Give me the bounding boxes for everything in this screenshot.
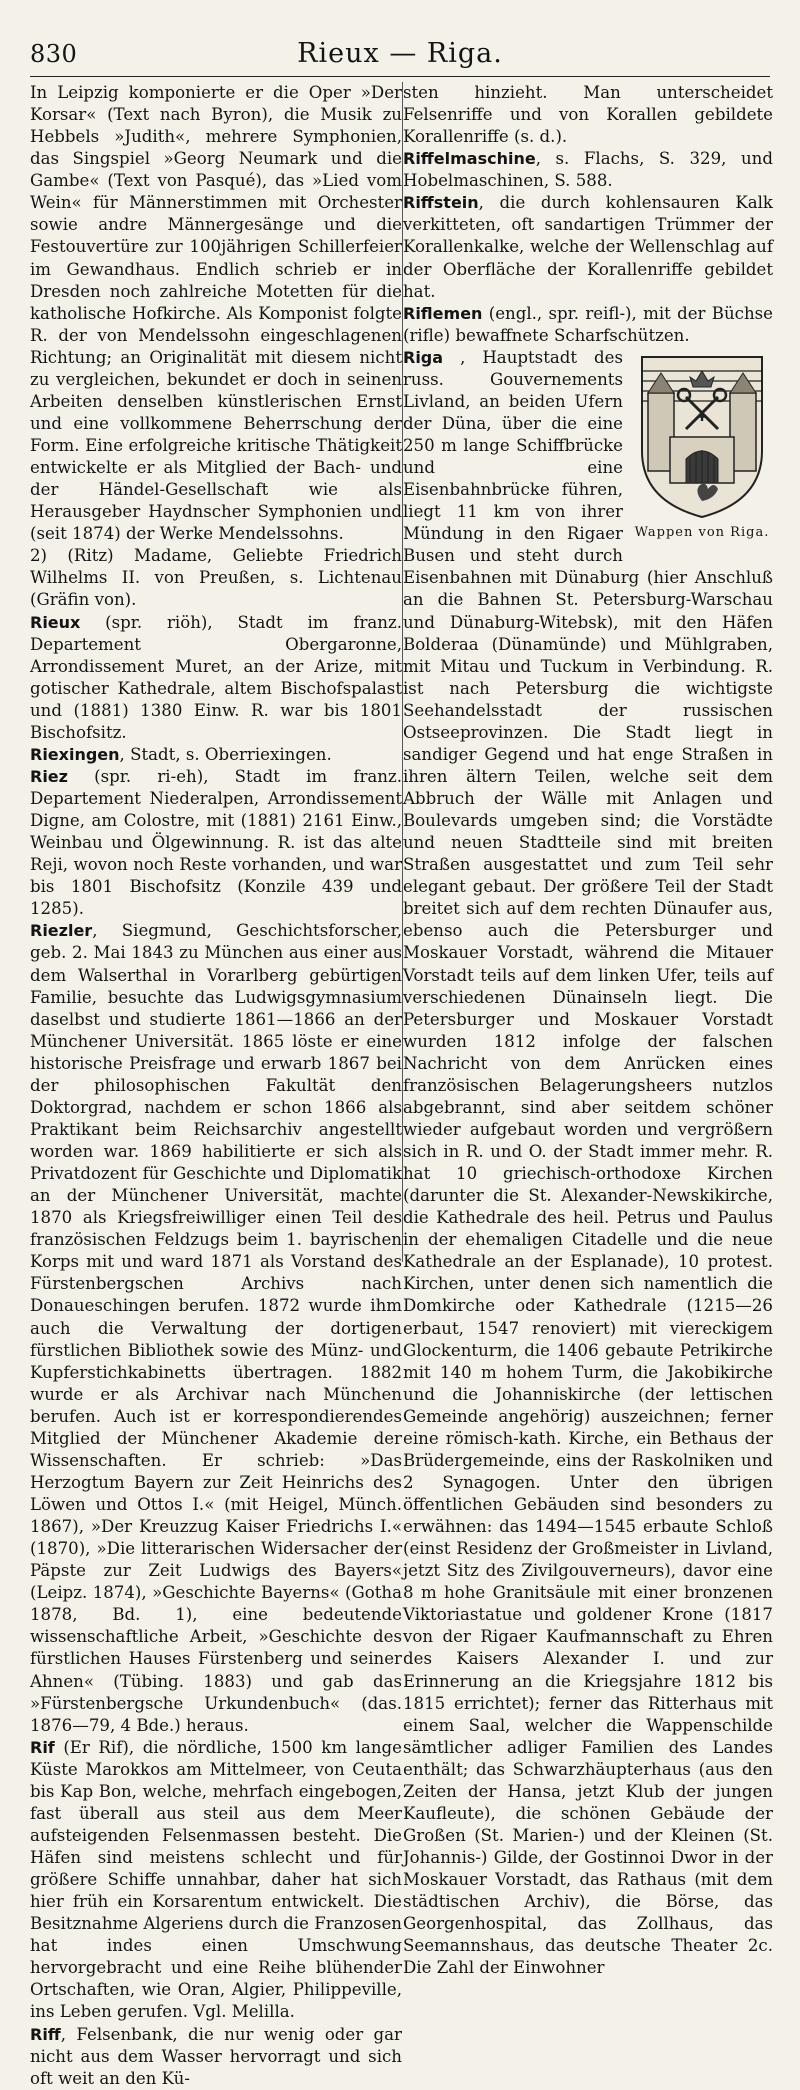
dictionary-entry <box>403 192 773 302</box>
dictionary-entry <box>30 766 402 920</box>
entry-text: In Leipzig komponierte er die Oper »Der Korsar« (Text nach Byron), die Musik zu Hebbels »Judith«, mehrere Symphonien, das Singspiel »Georg Neumark und die Gambe« (Text von Pasqué), das »Lied vom Wein« für Männerstimmen mit Orchester sowie andre Männergesänge und die Festouvertüre zur 100jährigen Schillerfeier im Gewandhaus. Endlich schrieb er in Dresden noch zahlreiche Motetten für die katholische Hofkirche. Als Komponist folgte R. der von Mendelssohn eingeschlagenen Richtung; an Originalität mit diesem nicht zu vergleichen, bekundet er doch in seinen Arbeiten denselben künstlerischen Ernst und eine vollkommene Beherrschung der Form. Eine erfolgreiche kritische Thätigkeit entwickelte er als Mitglied der Bach- und der Händel-Gesellschaft wie als Herausgeber Haydnscher Symphonien und (seit 1874) der Werke Mendelssohns. <box>30 83 402 544</box>
entry-headword: Rif <box>30 1737 55 1757</box>
riga-coat-of-arms-icon <box>634 351 770 521</box>
dictionary-entry <box>403 148 773 192</box>
entry-text: , Stadt, s. Oberriexingen. <box>119 744 332 764</box>
dictionary-entry <box>403 303 773 347</box>
dictionary-entry <box>30 545 402 611</box>
header-rule <box>30 76 770 77</box>
entry-text: 2) (Ritz) Madame, Geliebte Friedrich Wilhelms II. von Preußen, s. Lichtenau (Gräfin von). <box>30 546 402 610</box>
entry-headword: Riga <box>403 347 444 367</box>
svg-text:✚: ✚ <box>696 409 708 424</box>
entry-text: (spr. riöh), Stadt im franz. Departement Obergaronne, Arrondissement Muret, an der Arize, mit gotischer Kathedrale, altem Bischofspalast und (1881) 1380 Einw. R. war bis 1801 Bischofsitz. <box>30 612 402 742</box>
dictionary-entry <box>30 2024 402 2090</box>
dictionary-entry <box>30 1737 402 2024</box>
running-head: Rieux — Riga. <box>297 38 503 69</box>
dictionary-entry <box>30 612 402 744</box>
entry-headword: Riflemen <box>403 303 483 323</box>
dictionary-entry <box>403 82 773 148</box>
entry-text: , Felsenbank, die nur wenig oder gar nicht aus dem Wasser hervorragt und sich oft weit an den Kü- <box>30 2024 402 2088</box>
entry-headword: Rieux <box>30 612 81 632</box>
entry-text: (spr. ri-eh), Stadt im franz. Departement Niederalpen, Arrondissement Digne, am Colostre, mit (1881) 2161 Einw., Weinbau und Ölgewinnung. R. ist das alte Reji, wovon noch Reste vorhanden, und war bis 1801 Bischofsitz (Konzile 439 und 1285). <box>30 766 402 919</box>
coat-of-arms-figure <box>631 351 773 561</box>
page-header <box>30 36 770 76</box>
entry-text: (engl., spr. reifl-), mit der Büchse (rifle) bewaffnete Scharfschützen. <box>403 303 773 345</box>
right-column <box>403 82 773 1978</box>
dictionary-entry <box>30 744 402 766</box>
entry-headword: Riff <box>30 2024 61 2044</box>
left-column <box>30 82 402 2088</box>
dictionary-entry <box>30 82 402 545</box>
entry-text: , Hauptstadt des russ. Gouvernements Livland, an beiden Ufern der Düna, über die eine 250 m lange Schiffbrücke und eine Eisenbahnbrücke führen, liegt 11 km von ihrer Mündung in den Rigaer Busen und steht durch Eisenbahnen mit Dünaburg (hier Anschluß an die Bahnen St. Petersburg-Warschau und Dünaburg-Witebsk), mit den Häfen Bolderaa (Dünamünde) und Mühlgraben, mit Mitau und Tuckum in Verbindung. R. ist nach Petersburg die wichtigste Seehandelsstadt der russischen Ostseeprovinzen. Die Stadt liegt in sandiger Gegend und hat enge Straßen in ihren ältern Teilen, welche seit dem Abbruch der Wälle mit Anlagen und Boulevards umgeben sind; die Vorstädte und neuen Stadtteile sind mit breiten Straßen ausgestattet und zum Teil sehr elegant gebaut. Der größere Teil der Stadt breitet sich auf dem rechten Dünaufer aus, ebenso auch die Petersburger und Moskauer Vorstadt, während die Mitauer Vorstadt teils auf dem linken Ufer, teils auf verschiedenen Dünainseln liegt. Die Petersburger und Moskauer Vorstadt wurden 1812 infolge der falschen Nachricht von dem Anrücken eines französischen Belagerungsheers nutzlos abgebrannt, sind aber seitdem schöner wieder aufgebaut worden und vergrößern sich in R. und O. der Stadt immer mehr. R. hat 10 griechisch-orthodoxe Kirchen (darunter die St. Alexander-Newskikirche, die Kathedrale des heil. Petrus und Paulus in der ehemaligen Citadelle und die neue Kathedrale an der Esplanade), 10 protest. Kirchen, unter denen sich namentlich die Domkirche oder Kathedrale (1215—26 erbaut, 1547 renoviert) mit viereckigem Glockenturm, die 1406 gebaute Petrikirche mit 140 m hohem Turm, die Jakobikirche und die Johanniskirche (der lettischen Gemeinde angehörig) auszeichnen; ferner eine römisch-kath. Kirche, ein Bethaus der Brüdergemeinde, eins der Raskolniken und 2 Synagogen. Unter den übrigen öffentlichen Gebäuden sind besonders zu erwähnen: das 1494—1545 erbaute Schloß (einst Residenz der Großmeister in Livland, jetzt Sitz des Zivilgouverneurs), davor eine 8 m hohe Granitsäule mit einer bronzenen Viktoriastatue und goldener Krone (1817 von der Rigaer Kaufmannschaft zu Ehren des Kaisers Alexander I. und zur Erinnerung an die Kriegsjahre 1812 bis 1815 errichtet); ferner das Ritterhaus mit einem Saal, welcher die Wappenschilde sämtlicher adliger Familien des Landes enthält; das Schwarzhäupterhaus (aus den Zeiten der Hansa, jetzt Klub der jungen Kaufleute), die schönen Gebäude der Großen (St. Marien-) und der Kleinen (St. Johannis-) Gilde, der Gostinnoi Dwor in der Moskauer Vorstadt, das Rathaus (mit dem städtischen Archiv), die Börse, das Georgenhospital, das Zollhaus, das Seemannshaus, das deutsche Theater 2c. Die Zahl der Einwohner <box>403 347 773 1978</box>
entry-headword: Riezler <box>30 921 93 941</box>
entry-headword: Riexingen <box>30 744 120 764</box>
entry-headword: Riffstein <box>403 193 479 213</box>
entry-headword: Riffelmaschine <box>403 149 536 169</box>
entry-text: , die durch kohlensauren Kalk verkitteten, oft sandartigen Trümmer der Korallenkalke, welche der Wellenschlag auf der Oberfläche der Korallenriffe gebildet hat. <box>403 193 773 301</box>
dictionary-entry <box>403 347 773 1980</box>
entry-text: sten hinzieht. Man unterscheidet Felsenriffe und von Korallen gebildete Korallenriffe (s. d.). <box>403 83 773 147</box>
entry-text: , s. Flachs, S. 329, und Hobelmaschinen, S. 588. <box>403 149 773 191</box>
entry-headword: Riez <box>30 766 68 786</box>
dictionary-entry <box>30 920 402 1736</box>
page-number: 830 <box>30 40 78 68</box>
figure-caption: Wappen von Riga. <box>634 524 770 540</box>
entry-text: (Er Rif), die nördliche, 1500 km lange Küste Marokkos am Mittelmeer, von Ceuta bis Kap Bon, welche, mehrfach eingebogen, fast überall aus steil aus dem Meer aufsteigenden Felsenmassen besteht. Die Häfen sind meistens schlecht und für größere Schiffe unnahbar, daher hat sich hier früh ein Korsarentum entwickelt. Die Besitznahme Algeriens durch die Franzosen hat indes einen Umschwung hervorgebracht und eine Reihe blühender Ortschaften, wie Oran, Algier, Philippeville, ins Leben gerufen. Vgl. Melilla. <box>30 1737 402 2022</box>
entry-text: , Siegmund, Geschichtsforscher, geb. 2. Mai 1843 zu München aus einer aus dem Walserthal in Vorarlberg gebürtigen Familie, besuchte das Ludwigsgymnasium daselbst und studierte 1861—1866 an der Münchener Universität. 1865 löste er eine historische Preisfrage und erwarb 1867 bei der philosophischen Fakultät den Doktorgrad, nachdem er schon 1866 als Praktikant beim Reichsarchiv angestellt worden war. 1869 habilitierte er sich als Privatdozent für Geschichte und Diplomatik an der Münchener Universität, machte 1870 als Kriegsfreiwilliger einen Teil des französischen Feldzugs beim 1. bayrischen Korps mit und ward 1871 als Vorstand des Fürstenbergschen Archivs nach Donaueschingen berufen. 1872 wurde ihm auch die Verwaltung der dortigen fürstlichen Bibliothek sowie des Münz- und Kupferstichkabinetts übertragen. 1882 wurde er als Archivar nach München berufen. Auch ist er korrespondierendes Mitglied der Münchener Akademie der Wissenschaften. Er schrieb: »Das Herzogtum Bayern zur Zeit Heinrichs des Löwen und Ottos I.« (mit Heigel, Münch. 1867), »Der Kreuzzug Kaiser Friedrichs I.« (1870), »Die litterarischen Widersacher der Päpste zur Zeit Ludwigs des Bayers« (Leipz. 1874), »Geschichte Bayerns« (Gotha 1878, Bd. 1), eine bedeutende wissenschaftliche Arbeit, »Geschichte des fürstlichen Hauses Fürstenberg und seiner Ahnen« (Tübing. 1883) und gab das »Fürstenbergsche Urkundenbuch« (das. 1876—79, 4 Bde.) heraus. <box>30 921 402 1735</box>
